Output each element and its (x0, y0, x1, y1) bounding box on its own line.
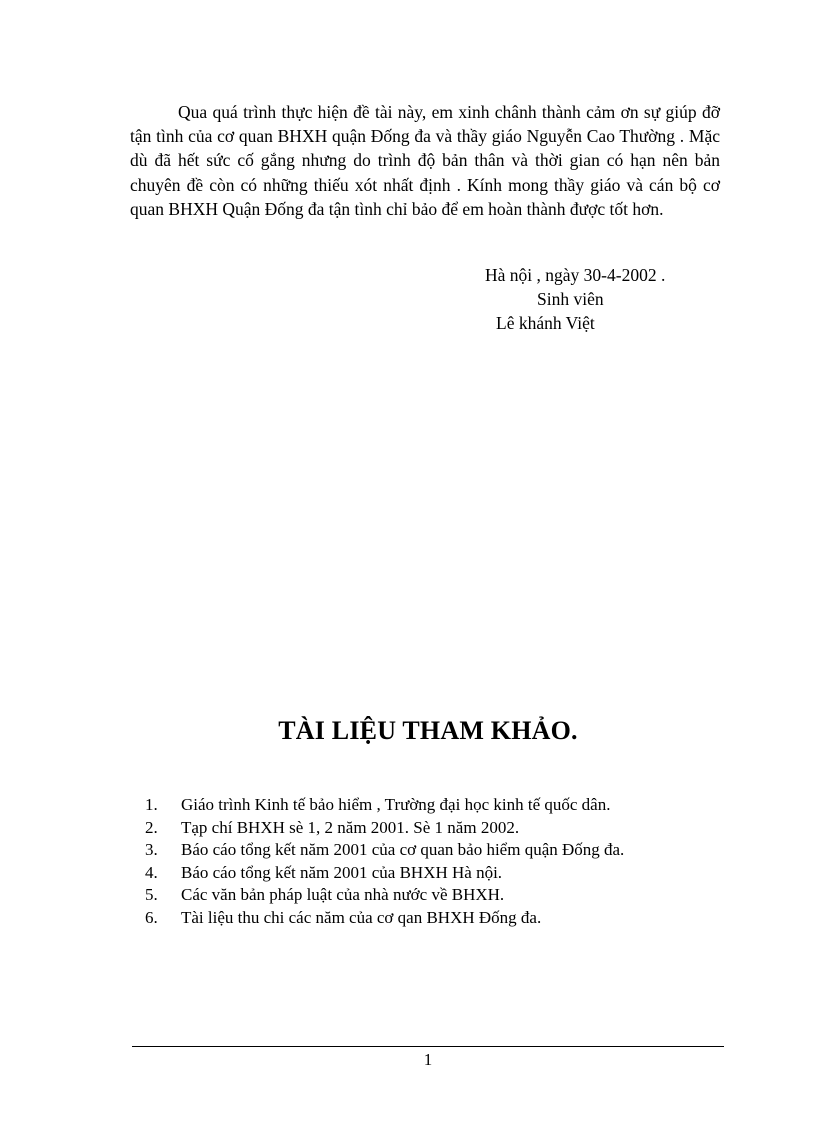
signature-place-date: Hà nội , ngày 30-4-2002 . (485, 265, 666, 285)
reference-number: 3. (145, 840, 158, 859)
reference-number: 6. (145, 907, 158, 927)
reference-number: 4. (145, 862, 158, 882)
acknowledgement-paragraph: Qua quá trình thực hiện đề tài này, em xinh chânh thành cảm ơn sự giúp đỡ tận tình của cơ quan BHXH quận Đống đa và thầy giáo Nguyễn Cao Thường . Mặc dù đã hết sức cố gắng nhưng do trình độ bản thân và thời gian có hạn nên bản chuyên đề còn có những thiếu xót nhất định . Kính mong thầy giáo và cán bộ cơ quan BHXH Quận Đống đa tận tình chỉ bảo để em hoàn thành được tốt hơn. (130, 102, 720, 219)
references-list (145, 794, 725, 929)
reference-text: Tài liệu thu chi các năm của cơ qan BHXH Đống đa. (181, 907, 542, 927)
reference-number: 1. (145, 795, 158, 814)
reference-item (145, 884, 725, 907)
reference-number: 2. (145, 817, 158, 837)
reference-number: 5. (145, 885, 158, 904)
page-number: 1 (423, 1050, 433, 1069)
reference-item (145, 794, 725, 817)
reference-text: Giáo trình Kinh tế bảo hiểm , Trường đại học kinh tế quốc dân. (181, 795, 611, 814)
signature-block (460, 263, 720, 335)
reference-text: Báo cáo tổng kết năm 2001 của BHXH Hà nội. (181, 862, 503, 882)
reference-text: Các văn bản pháp luật của nhà nước về BHXH. (181, 885, 505, 904)
signature-name: Lê khánh Việt (496, 313, 595, 333)
reference-item (145, 817, 725, 840)
reference-text: Tạp chí BHXH sè 1, 2 năm 2001. Sè 1 năm 2002. (181, 817, 520, 837)
reference-text: Báo cáo tổng kết năm 2001 của cơ quan bảo hiểm quận Đống đa. (181, 840, 625, 859)
references-title: TÀI LIỆU THAM KHẢO. (278, 716, 578, 745)
reference-item (145, 839, 725, 862)
reference-item (145, 862, 725, 885)
reference-item (145, 907, 725, 930)
footer-divider (132, 1046, 724, 1047)
signature-role: Sinh viên (537, 289, 604, 309)
